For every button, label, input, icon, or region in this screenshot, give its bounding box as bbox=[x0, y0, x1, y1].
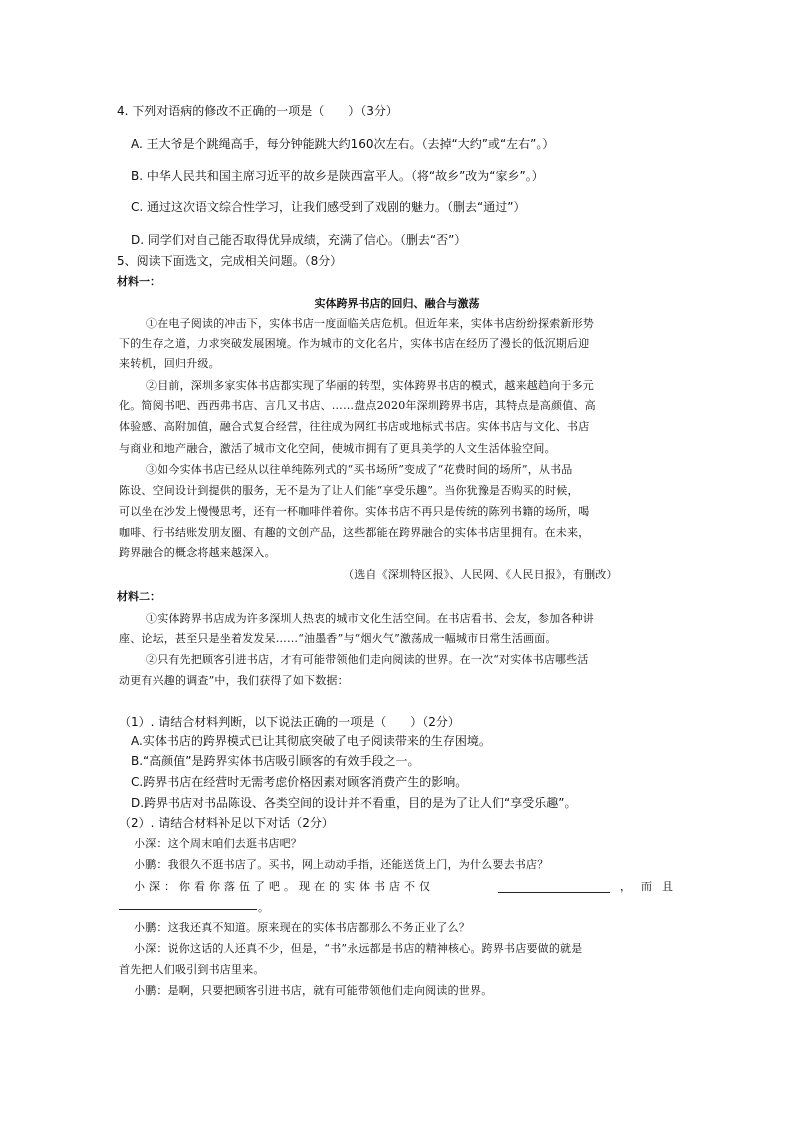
q4-option-b: B. 中华人民共和国主席习近平的故乡是陕西富平人。（将“故乡”改为“家乡”。） bbox=[131, 169, 544, 183]
material1-line: ①在电子阅读的冲击下，实体书店一度面临关店危机。但近年来，实体书店纷纷探索新形势 bbox=[146, 317, 594, 330]
dialogue-line: 小鹏：这我还真不知道。原来现在的实体书店都那么不务正业了么？ bbox=[134, 921, 470, 934]
dialogue-line: ，而且 bbox=[620, 880, 683, 893]
q4-stem: 4. 下列对语病的修改不正确的一项是（ ）（3分） bbox=[117, 104, 398, 118]
material1-line: 咖啡、行书结账发朋友圈、有趣的文创产品，这些都能在跨界融合的实体书店里拥有。在未来， bbox=[119, 526, 590, 539]
material1-line: 来转机，回归升级。 bbox=[119, 357, 220, 370]
dialogue-line: 首先把人们吸引到书店里来。 bbox=[119, 963, 265, 976]
sub1-option-c: C.跨界书店在经营时无需考虑价格因素对顾客消费产生的影响。 bbox=[131, 775, 468, 789]
dialogue-line: 小深：说你这话的人还真不少，但是，“书”永远都是书店的精神核心。跨界书店要做的就是 bbox=[134, 942, 583, 955]
material1-label: 材料一： bbox=[117, 275, 161, 288]
material1-line: 可以坐在沙发上慢慢思考，还有一杯咖啡伴着你。实体书店不再只是传统的陈列书籍的场所，喝 bbox=[119, 505, 590, 518]
material2-line: ②只有先把顾客引进书店，才有可能带领他们走向阅读的世界。在一次“对实体书店哪些活 bbox=[146, 653, 589, 666]
dialogue-line: 。 bbox=[258, 901, 270, 914]
material1-line: 与商业和地产融合，激活了城市文化空间，使城市拥有了更具美学的人文生活体验空间。 bbox=[119, 442, 556, 455]
q4-option-d: D. 同学们对自己能否取得优异成绩，充满了信心。（删去“否”） bbox=[131, 233, 467, 247]
answer-blank-1[interactable] bbox=[498, 880, 610, 893]
material2-label: 材料二： bbox=[117, 590, 161, 603]
material1-source: （选自《深圳特区报》、人民网、《人民日报》，有删改） bbox=[343, 568, 618, 581]
sub2-stem: （2）. 请结合材料补足以下对话（2分） bbox=[119, 816, 334, 830]
answer-blank-2[interactable] bbox=[119, 897, 257, 910]
sub1-stem: （1）. 请结合材料判断，以下说法正确的一项是（ ）（2分） bbox=[119, 715, 460, 729]
dialogue-line: 小深：这个周末咱们去逛书店吧？ bbox=[134, 837, 302, 850]
sub1-option-a: A.实体书店的跨界模式已让其彻底突破了电子阅读带来的生存困境。 bbox=[131, 734, 491, 748]
material2-line: 动更有兴趣的调查”中，我们获得了如下数据： bbox=[119, 674, 349, 687]
dialogue-line: 小鹏：是啊，只要把顾客引进书店，就有可能带领他们走向阅读的世界。 bbox=[134, 984, 493, 997]
dialogue-line: 小鹏：我很久不逛书店了。买书，网上动动手指，还能送货上门，为什么要去书店？ bbox=[134, 858, 549, 871]
material1-line: 化。简阅书吧、西西弗书店、言几又书店、……盘点2020年深圳跨界书店，其特点是高颜值、高 bbox=[119, 399, 596, 412]
q4-option-c: C. 通过这次语文综合性学习，让我们感受到了戏剧的魅力。（删去“通过”） bbox=[131, 200, 526, 214]
sub1-option-d: D.跨界书店对书品陈设、各类空间的设计并不看重，目的是为了让人们“享受乐趣”。 bbox=[131, 796, 577, 810]
material1-line: ③如今实体书店已经从以往单纯陈列式的“买书场所”变成了“花费时间的场所”，从书品 bbox=[146, 463, 573, 476]
material1-line: ②目前，深圳多家实体书店都实现了华丽的转型，实体跨界书店的模式，越来越趋向于多元 bbox=[146, 379, 594, 392]
q4-option-a: A. 王大爷是个跳绳高手，每分钟能跳大约160次左右。（去掉“大约”或“左右”。） bbox=[131, 137, 555, 151]
material1-line: 下的生存之道，力求突破发展困境。作为城市的文化名片，实体书店在经历了漫长的低沉期后迎 bbox=[119, 337, 590, 350]
material1-title: 实体跨界书店的回归、融合与激荡 bbox=[314, 297, 480, 310]
material2-line: 座、论坛，甚至只是坐着发发呆……“油墨香”与“烟火气”激荡成一幅城市日常生活画面。 bbox=[119, 632, 557, 645]
q5-stem: 5、阅读下面选文，完成相关问题。（8分） bbox=[117, 254, 343, 268]
material1-line: 体验感、高附加值，融合式复合经营，往往成为网红书店或地标式书店。实体书店与文化、书店 bbox=[119, 420, 590, 433]
material1-line: 陈设、空间设计到提供的服务，无不是为了让人们能“享受乐趣”。当你犹豫是否购买的时候， bbox=[119, 484, 579, 497]
sub1-option-b: B.“高颜值”是跨界实体书店吸引顾客的有效手段之一。 bbox=[131, 754, 420, 768]
material1-line: 跨界融合的概念将越来越深入。 bbox=[119, 546, 276, 559]
material2-line: ①实体跨界书店成为许多深圳人热衷的城市文化生活空间。在书店看书、会友，参加各种讲 bbox=[146, 612, 594, 625]
dialogue-line: 小深：你看你落伍了吧。现在的实体书店不仅 bbox=[134, 880, 434, 893]
